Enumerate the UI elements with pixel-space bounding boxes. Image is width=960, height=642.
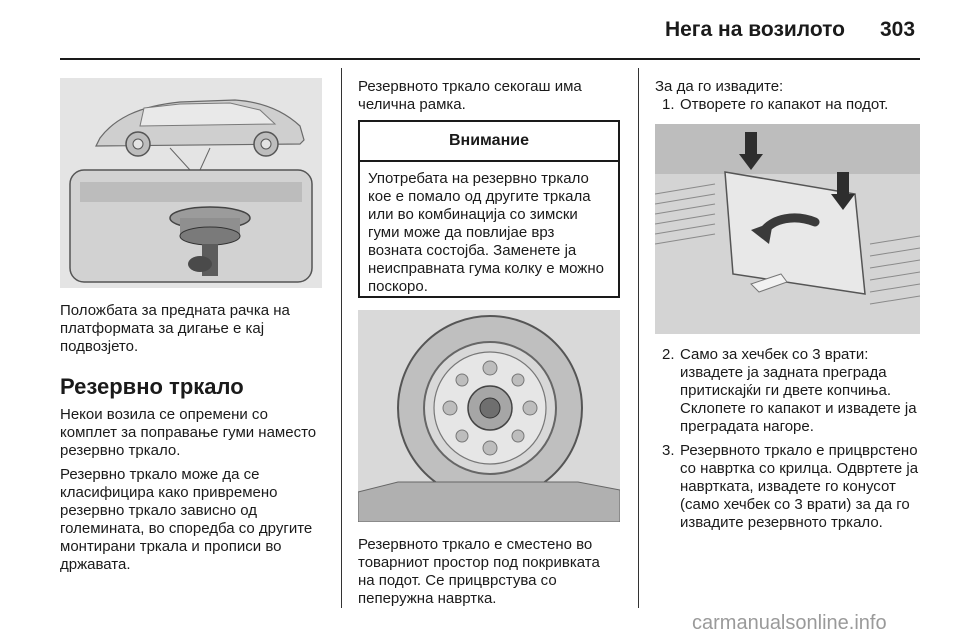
spare-wheel-svg xyxy=(358,310,620,522)
paragraph: Резервното тркало секогаш има челична рамка. xyxy=(358,78,582,113)
steps-2-3 xyxy=(662,346,920,532)
page-number: 303 xyxy=(880,18,916,41)
jack-point-caption xyxy=(60,302,322,356)
step-text: Резервното тркало е прицврстено со навртка со крилца. Одвртете ја навртката, извадете го конусот (само хечбек со 3 врати) за да го извадите резервното тркало. xyxy=(680,442,919,531)
section-heading: Резервно тркало xyxy=(60,374,244,399)
step-2 xyxy=(662,346,920,436)
step-number: 2. xyxy=(662,346,675,363)
step-1 xyxy=(662,96,920,114)
warning-text: Употребата на резервно тркало кое е помало од другите тркала или во комбинација со зимски гуми може да повлијае врз возната состојба. Заменете ја неисправната гума колку е можно поскоро. xyxy=(368,170,604,295)
caption-text: Положбата за предната рачка на платформата за дигање е кај подвозјето. xyxy=(60,302,290,355)
warning-box xyxy=(358,120,620,298)
warning-title: Внимание xyxy=(360,122,618,162)
header-rule xyxy=(60,58,920,60)
caption-text: Резервното тркало е сместено во товарниот простор под покривката на подот. Се прицврстува со пеперужна навртка. xyxy=(358,536,600,607)
step-text: Само за хечбек со 3 врати: извадете ја задната преграда притискајќи ги двете копчиња. Склопете го капакот и извадете ја преградата нагоре. xyxy=(680,346,917,435)
step-number: 3. xyxy=(662,442,675,459)
step-3 xyxy=(662,442,920,532)
col1-body xyxy=(60,406,322,574)
steps-list xyxy=(662,346,920,532)
step-text: Отворете го капакот на подот. xyxy=(680,96,889,113)
column-divider-1 xyxy=(341,68,342,608)
spare-wheel-illustration xyxy=(358,310,620,522)
paragraph: За да го извадите: xyxy=(655,78,784,95)
col3-intro xyxy=(655,78,920,96)
step-number: 1. xyxy=(662,96,675,113)
page-header-title: Нега на возилото xyxy=(664,18,845,41)
car-jack-svg xyxy=(60,78,322,288)
col2-intro xyxy=(358,78,620,114)
watermark: carmanualsonline.info xyxy=(692,612,887,634)
jack-point-illustration xyxy=(60,78,322,288)
paragraph: Некои возила се опремени со комплет за поправање гуми наместо резервно тркало. xyxy=(60,406,317,459)
column-divider-2 xyxy=(638,68,639,608)
floor-cover-illustration xyxy=(655,124,920,334)
paragraph: Резервно тркало може да се класифицира како привремено резервно тркало зависно од големината, во споредба со другите монтирани тркала и прописи во државата. xyxy=(60,466,313,573)
spare-wheel-caption xyxy=(358,536,620,608)
floor-cover-svg xyxy=(655,124,920,334)
